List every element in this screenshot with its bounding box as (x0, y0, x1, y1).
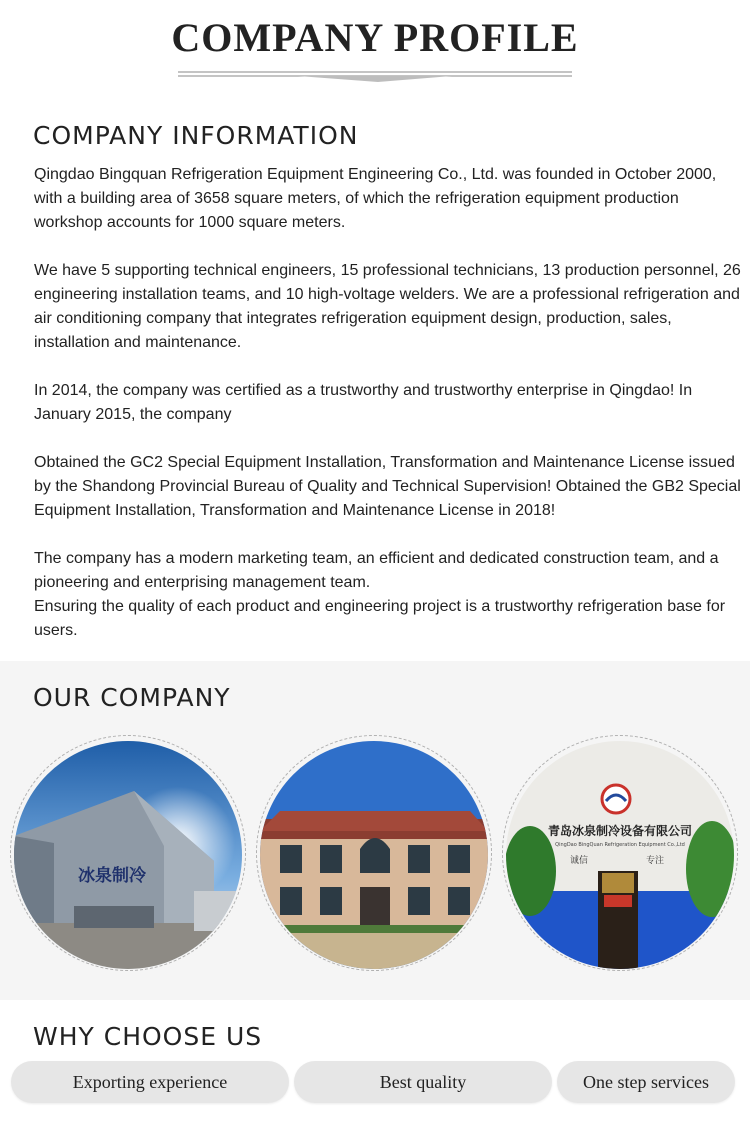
title-divider-ornament (178, 70, 572, 84)
page-header (0, 0, 750, 100)
company-sign-english: QingDao BingQuan Refrigeration Equipment Co.,Ltd (555, 842, 685, 848)
office-building-photo (260, 741, 488, 969)
info-paragraph: The company has a modern marketing team, an efficient and dedicated construction team, and a pioneering and enterprising management team. (34, 550, 719, 591)
company-information-heading: COMPANY INFORMATION (33, 121, 359, 150)
motto-text: 诚信 (570, 856, 589, 866)
page-title: COMPANY PROFILE (171, 15, 579, 60)
reception-lobby-photo (506, 741, 734, 969)
motto-text: 专注 (646, 856, 665, 866)
feature-pill-services: One step services (557, 1061, 735, 1103)
info-paragraph: We have 5 supporting technical engineers, 15 professional technicians, 13 production personnel, 26 engineering installation teams, and 10 high-voltage welders. We are a professional refrigeration and air conditioning company that integrates refrigeration equipment design, production, sales, installation and maintenance. (34, 262, 741, 351)
info-paragraph: Obtained the GC2 Special Equipment Installation, Transformation and Maintenance License issued by the Shandong Provincial Bureau of Quality and Technical Supervision! Obtained the GB2 Special Equipment Installation, Transformation and Maintenance License in 2018! (34, 454, 741, 519)
factory-sign-text: 冰泉制冷 (78, 866, 146, 886)
feature-pill-quality: Best quality (294, 1061, 552, 1103)
info-paragraph: Qingdao Bingquan Refrigeration Equipment Engineering Co., Ltd. was founded in October 2000, with a building area of 3658 square meters, of which the refrigeration equipment production workshop accounts for 1000 square meters. (34, 166, 717, 231)
company-information-text (34, 163, 742, 643)
info-paragraph: In 2014, the company was certified as a trustworthy and trustworthy enterprise in Qingdao! In January 2015, the company (34, 382, 693, 423)
company-sign-text: 青岛冰泉制冷设备有限公司 (547, 824, 693, 838)
info-paragraph: Ensuring the quality of each product and engineering project is a trustworthy refrigeration base for users. (34, 598, 726, 639)
our-company-heading: OUR COMPANY (33, 683, 231, 712)
why-choose-us-heading: WHY CHOOSE US (33, 1022, 263, 1051)
feature-pill-exporting: Exporting experience (11, 1061, 289, 1103)
factory-building-photo (14, 741, 242, 969)
